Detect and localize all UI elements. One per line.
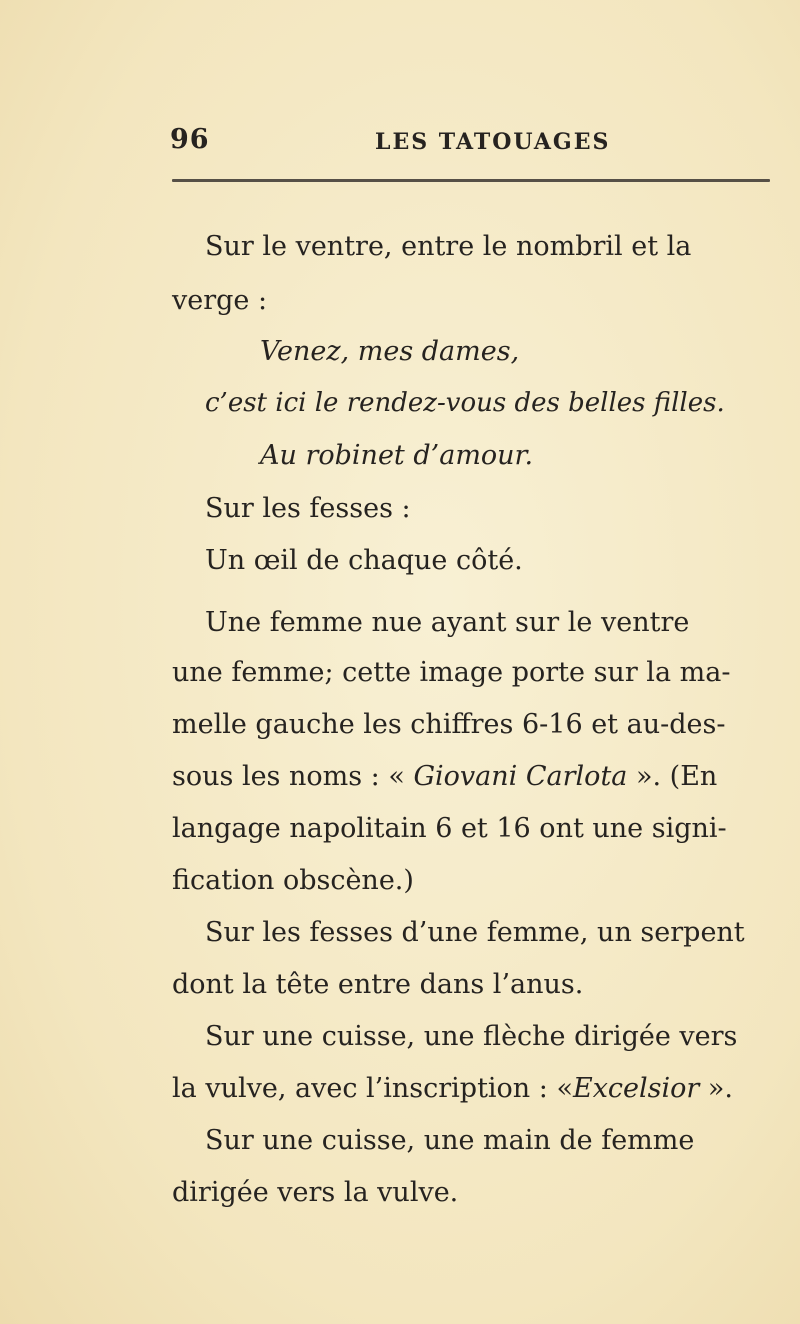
verse-line: Au robinet d’amour.: [260, 440, 534, 471]
text-line: Un œil de chaque côté.: [205, 545, 523, 576]
running-title: LES TATOUAGES: [375, 129, 611, 155]
text-line: melle gauche les chiffres 6-16 et au-des-: [172, 709, 726, 740]
text-line: une femme; cette image porte sur la ma-: [172, 657, 731, 688]
text-line: Sur une cuisse, une flèche dirigée vers: [205, 1021, 738, 1052]
text-line: verge :: [172, 285, 268, 316]
text-line: [172, 763, 717, 790]
text-segment: ». (En: [627, 761, 718, 792]
text-line: dirigée vers la vulve.: [172, 1177, 459, 1208]
text-line: [172, 1075, 733, 1102]
text-segment: sous les noms : «: [172, 761, 414, 792]
text-line: fication obscène.): [172, 865, 414, 896]
text-line: Sur une cuisse, une main de femme: [205, 1125, 695, 1156]
text-line: Une femme nue ayant sur le ventre: [205, 607, 690, 638]
text-segment: ».: [699, 1073, 733, 1104]
text-line: dont la tête entre dans l’anus.: [172, 969, 584, 1000]
text-segment: la vulve, avec l’inscription : «: [172, 1073, 573, 1104]
text-line: Sur le ventre, entre le nombril et la: [205, 231, 692, 262]
text-line: Sur les fesses d’une femme, un serpent: [205, 917, 745, 948]
page-number: 96: [170, 124, 210, 155]
text-line: langage napolitain 6 et 16 ont une signi-: [172, 813, 727, 844]
verse-line: Venez, mes dames,: [260, 336, 520, 367]
italic-names: Giovani Carlota: [413, 761, 628, 792]
text-line: Sur les fesses :: [205, 493, 411, 524]
verse-line: c’est ici le rendez-vous des belles filles.: [205, 388, 725, 418]
italic-inscription: Excelsior: [572, 1073, 700, 1104]
